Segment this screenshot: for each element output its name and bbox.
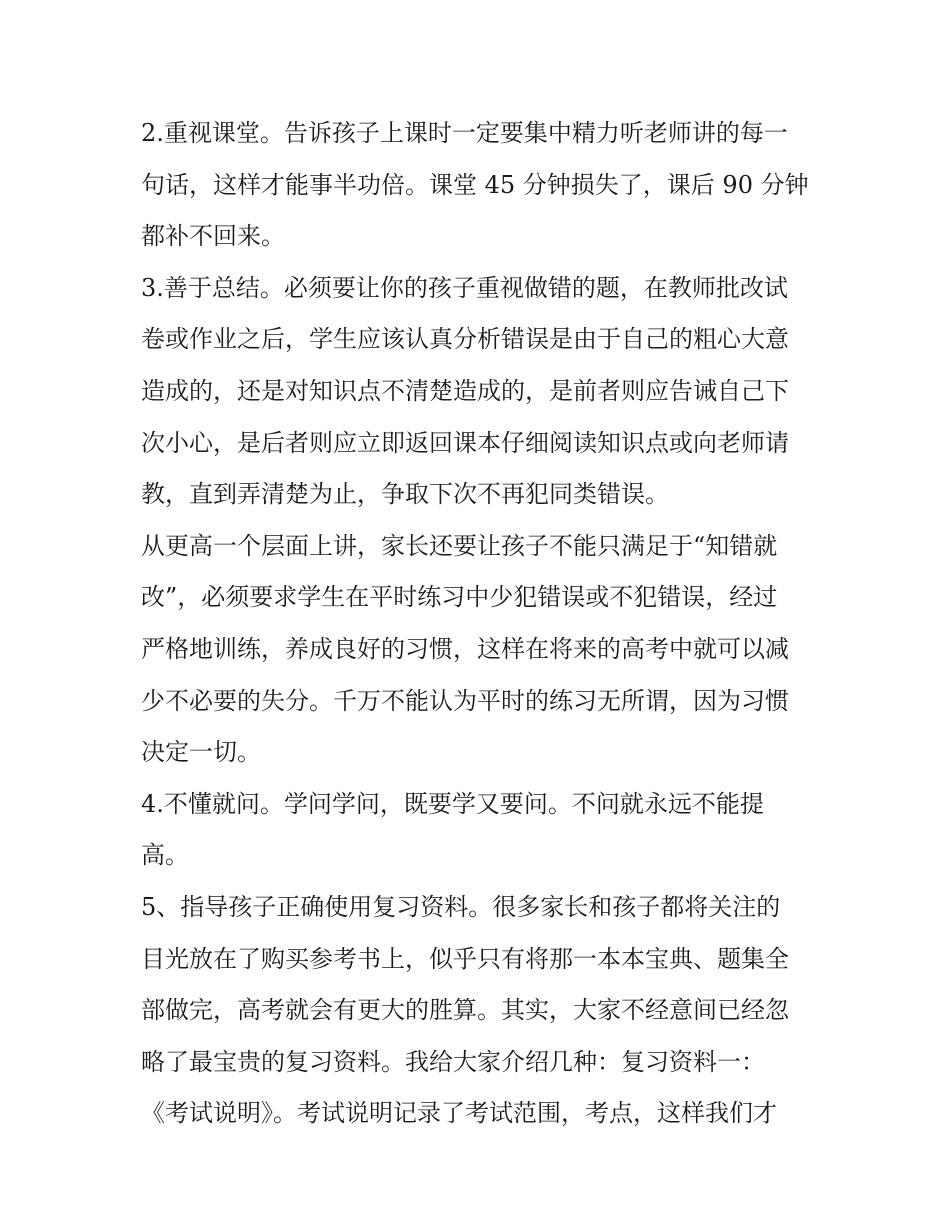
text-line: 句话，这样才能事半功倍。课堂 45 分钟损失了，课后 90 分钟 [141,170,809,199]
text-line: 卷或作业之后，学生应该认真分析错误是由于自己的粗心大意 [141,325,789,354]
text-line: 少不必要的失分。千万不能认为平时的练习无所谓，因为习惯 [141,686,789,715]
text-line: 决定一切。 [141,738,261,767]
text-line: 改”，必须要求学生在平时练习中少犯错误或不犯错误，经过 [141,583,778,612]
text-line: 3.善于总结。必须要让你的孩子重视做错的题，在教师批改试 [141,273,788,302]
document-body [141,108,821,1140]
text-line: 2.重视课堂。告诉孩子上课时一定要集中精力听老师讲的每一 [141,119,788,147]
text-line: 都补不回来。 [141,222,285,251]
text-line: 严格地训练，养成良好的习惯，这样在将来的高考中就可以减 [141,634,789,663]
text-line: 5、指导孩子正确使用复习资料。很多家长和孩子都将关注的 [141,892,781,921]
text-line: 造成的，还是对知识点不清楚造成的，是前者则应告诫自己下 [141,376,789,405]
text-line: 从更高一个层面上讲，家长还要让孩子不能只满足于“知错就 [141,531,778,560]
text-line: 部做完，高考就会有更大的胜算。其实，大家不经意间已经忽 [141,996,789,1025]
text-line: 教，直到弄清楚为止，争取下次不再犯同类错误。 [141,480,669,509]
text-line: 高。 [141,841,189,870]
text-line: 《考试说明》。考试说明记录了考试范围，考点，这样我们才 [141,1099,777,1128]
text-line: 略了最宝贵的复习资料。我给大家介绍几种：复习资料一： [141,1047,765,1076]
text-line: 次小心，是后者则应立即返回课本仔细阅读知识点或向老师请 [141,428,789,457]
text-line: 4.不懂就问。学问学问，既要学又要问。不问就永远不能提 [141,789,764,818]
text-line: 目光放在了购买参考书上，似乎只有将那一本本宝典、题集全 [141,944,789,973]
